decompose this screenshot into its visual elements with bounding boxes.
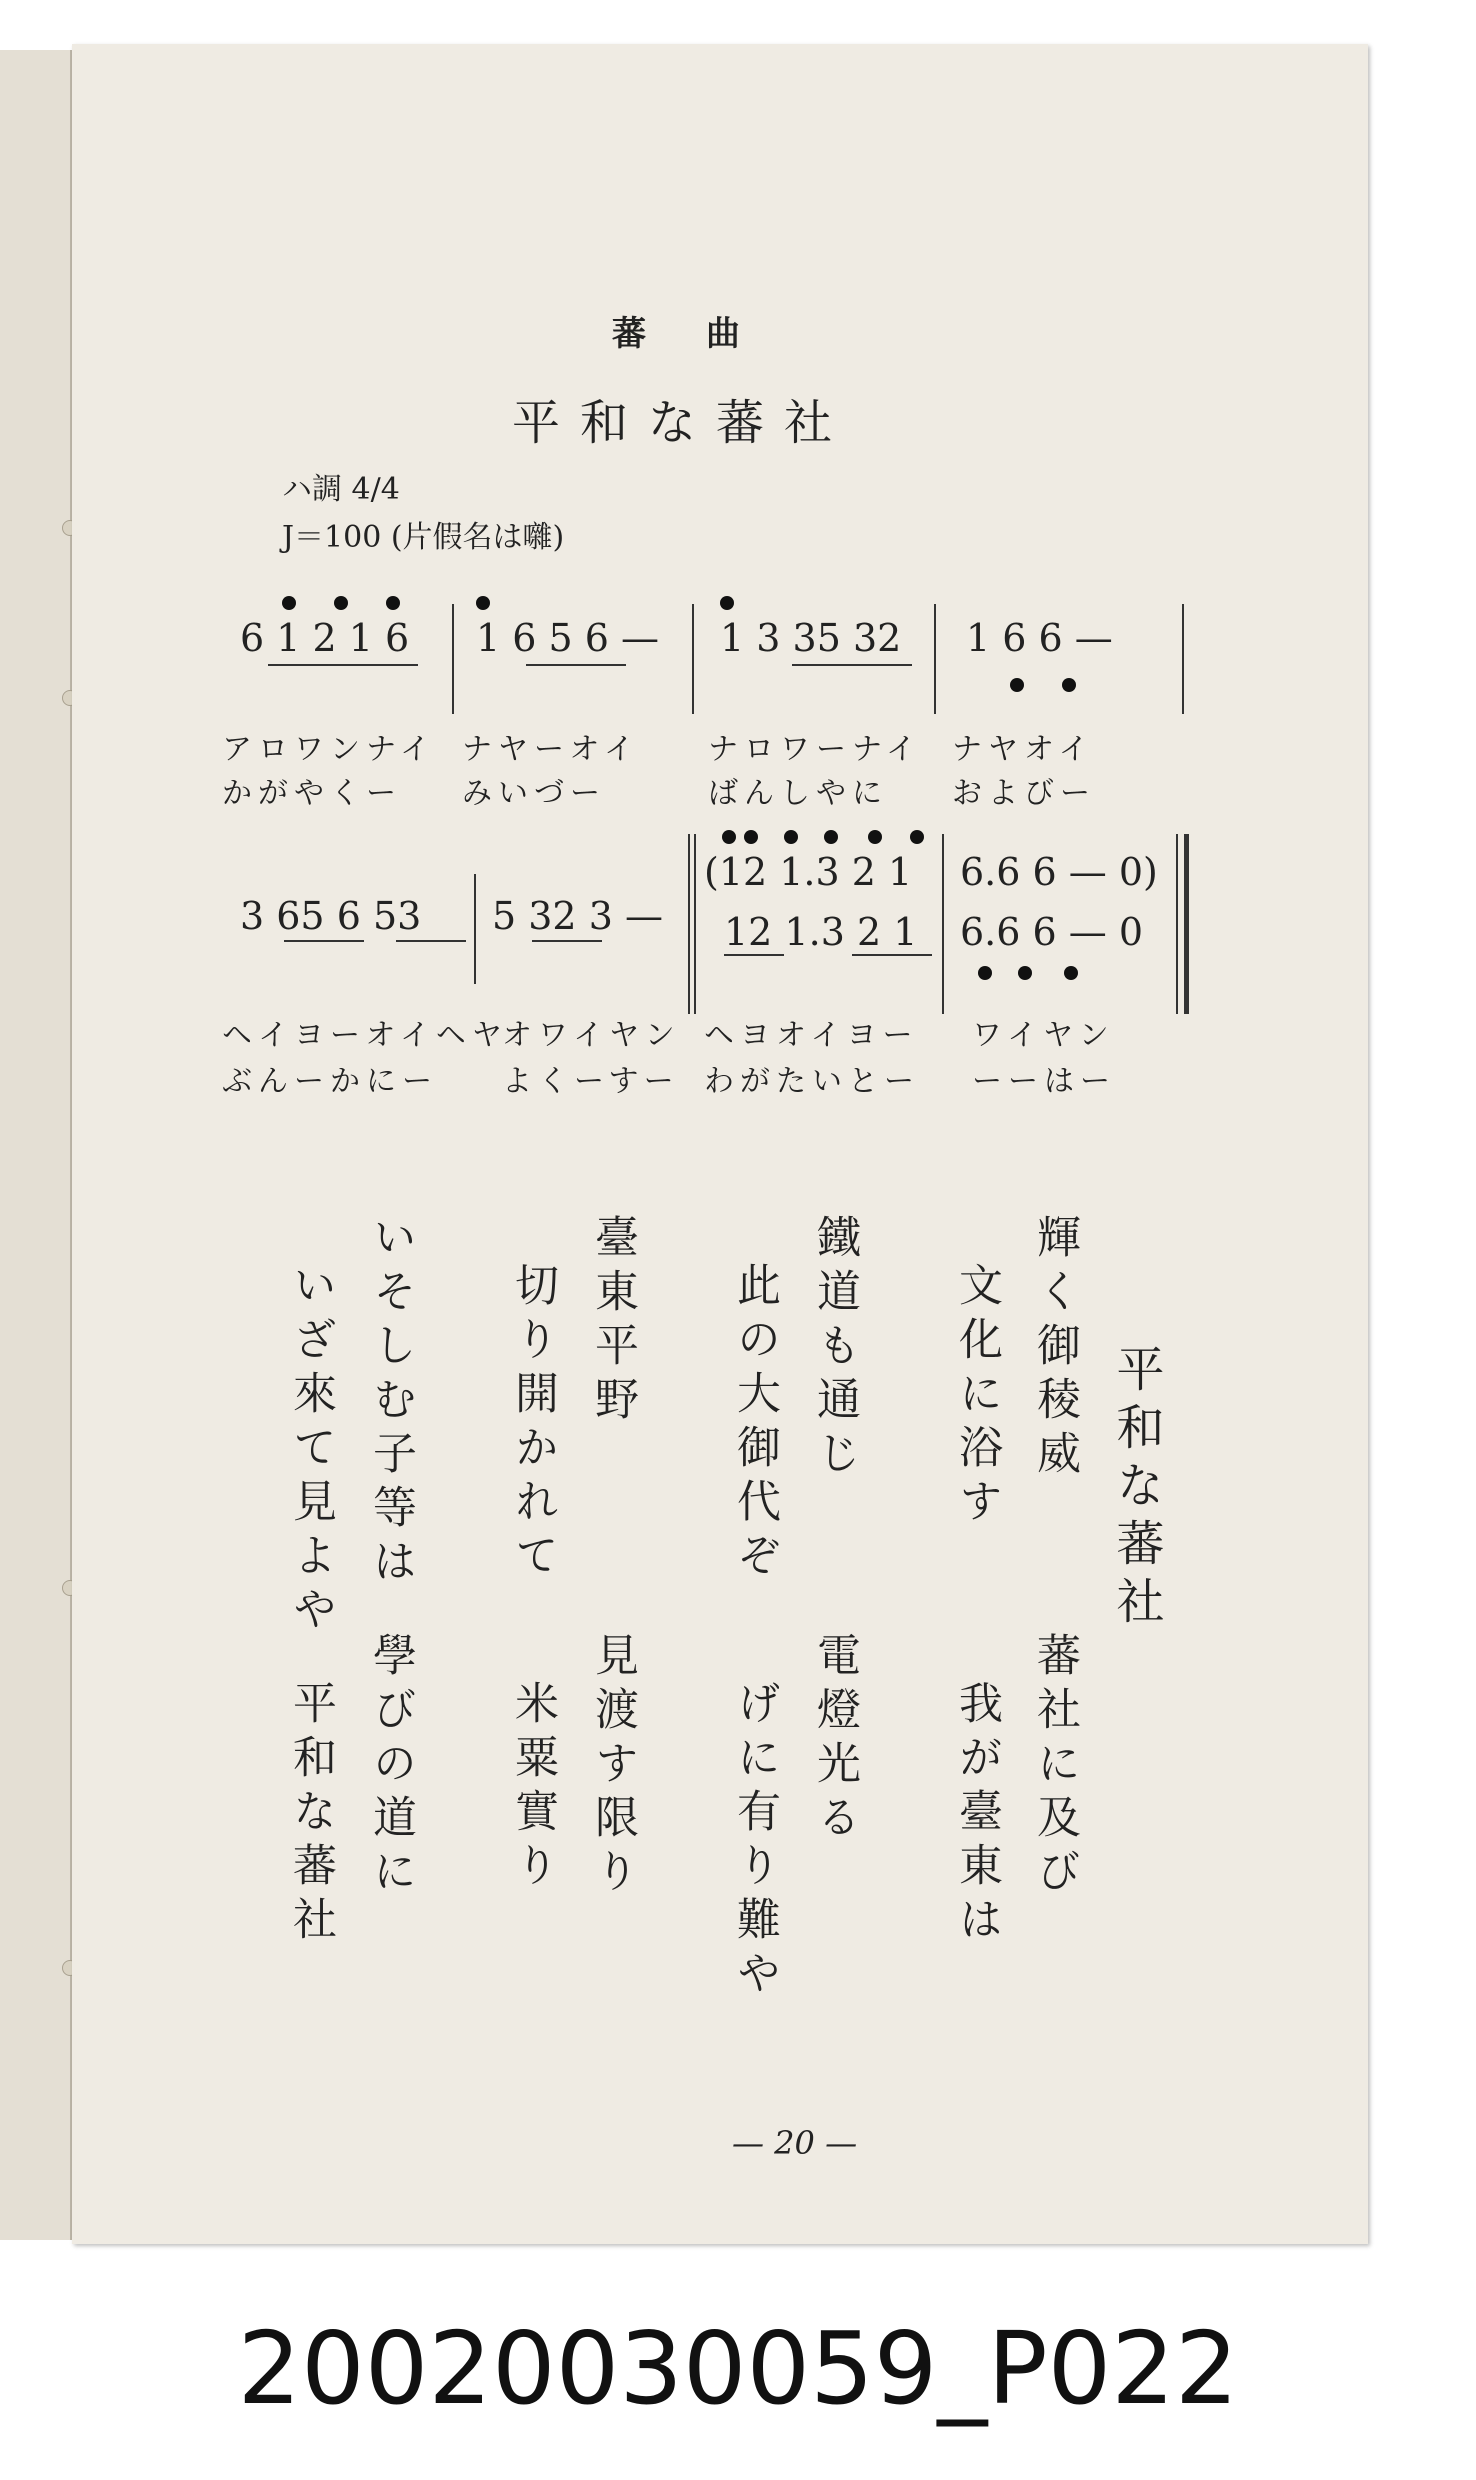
lyric-line: いざ來て見よや (285, 1262, 336, 1640)
song-title: 平和な蕃社 (512, 395, 853, 451)
katakana-lyric: ワイヤン (972, 1018, 1115, 1053)
repeat-barline (688, 834, 690, 1014)
measure: 1 3 35 32 (720, 616, 902, 660)
beat-underline (268, 664, 418, 666)
octave-dot (722, 830, 736, 844)
octave-dot (476, 596, 490, 610)
lyric-line: 見渡す限り (587, 1632, 638, 1902)
barline (1182, 604, 1184, 714)
measure: 6 1 2 1 6 (240, 616, 410, 660)
book-page (72, 44, 1368, 2244)
hiragana-lyric: ぶんーかにー (222, 1064, 438, 1099)
lyric-line: 輝く御稜威 (1029, 1214, 1080, 1484)
barline (452, 604, 454, 714)
katakana-lyric: ヘイヨーオイヘヤ (222, 1018, 508, 1053)
beat-underline (852, 954, 932, 956)
octave-dot (978, 966, 992, 980)
lyric-line: 平和な蕃社 (285, 1680, 336, 1950)
katakana-lyric: ナヤオイ (952, 732, 1095, 767)
lyric-line: 鐵道も通じ (809, 1214, 860, 1484)
measure: 6.6 6 — 0) (960, 850, 1158, 894)
measure: 1 6 5 6 — (476, 616, 660, 660)
octave-dot (1018, 966, 1032, 980)
katakana-lyric: アロワンナイ (222, 732, 436, 767)
lyric-line: 米粟實り (507, 1680, 558, 1896)
hiragana-lyric: およびー (952, 776, 1096, 811)
octave-dot (1010, 678, 1024, 692)
measure: 6.6 6 — 0 (960, 910, 1144, 954)
katakana-lyric: ナロワーナイ (708, 732, 922, 767)
repeat-barline (694, 834, 696, 1014)
lyric-line: 切り開かれて (507, 1262, 558, 1586)
lyric-line: 此の大御代ぞ (729, 1262, 780, 1586)
measure: 1 6 6 — (966, 616, 1113, 660)
barline (692, 604, 694, 714)
lyric-line: いそしむ子等は (365, 1214, 416, 1592)
octave-dot (1064, 966, 1078, 980)
measure: (12 1.3 2 1 (704, 850, 913, 894)
measure: 12 1.3 2 1 (724, 910, 918, 954)
octave-dot (868, 830, 882, 844)
final-barline (1184, 834, 1189, 1014)
hiragana-lyric: わがたいとー (704, 1064, 920, 1099)
beat-underline (792, 664, 912, 666)
lyric-line: 電燈光る (809, 1632, 860, 1848)
archive-id-label: 20020030059_P022 (237, 2310, 1239, 2427)
octave-dot (784, 830, 798, 844)
lyric-line: 我が臺東は (951, 1680, 1002, 1950)
measure: 5 32 3 — (492, 894, 663, 938)
octave-dot (386, 596, 400, 610)
octave-dot (744, 830, 758, 844)
barline (934, 604, 936, 714)
octave-dot (910, 830, 924, 844)
final-barline (1176, 834, 1178, 1014)
lyric-line: げに有り難や (729, 1680, 780, 2004)
katakana-lyric: ナヤーオイ (462, 732, 640, 767)
beat-underline (724, 954, 784, 956)
katakana-lyric: ヘヨオイヨー (704, 1018, 919, 1053)
beat-underline (396, 940, 466, 942)
hiragana-lyric: かがやくー (222, 776, 402, 811)
barline (942, 834, 944, 1014)
tempo-marking: J＝100 (片假名は囃) (282, 520, 565, 555)
lyric-line: 臺東平野 (587, 1214, 638, 1430)
hiragana-lyric: よくーすー (502, 1064, 680, 1099)
octave-dot (334, 596, 348, 610)
beat-underline (284, 940, 364, 942)
song-category: 蕃曲 (612, 314, 800, 354)
measure: 3 65 6 53 (240, 894, 422, 938)
lyric-line: 蕃社に及び (1029, 1632, 1080, 1902)
lyric-line: 文化に浴す (951, 1262, 1002, 1532)
katakana-lyric: オワイヤン (502, 1018, 681, 1053)
octave-dot (282, 596, 296, 610)
page-number: — 20 — (732, 2124, 858, 2162)
key-signature: ハ調 4/4 (282, 472, 400, 507)
previous-page-edge (0, 50, 72, 2240)
hiragana-lyric: みいづー (462, 776, 606, 811)
lyrics-title: 平和な蕃社 (1108, 1344, 1164, 1634)
beat-underline (526, 664, 626, 666)
beat-underline (532, 940, 602, 942)
lyric-line: 學びの道に (365, 1632, 416, 1902)
octave-dot (720, 596, 734, 610)
barline (474, 874, 476, 984)
octave-dot (1062, 678, 1076, 692)
hiragana-lyric: ばんしやに (708, 776, 888, 811)
octave-dot (824, 830, 838, 844)
hiragana-lyric: ーーはー (972, 1064, 1116, 1099)
